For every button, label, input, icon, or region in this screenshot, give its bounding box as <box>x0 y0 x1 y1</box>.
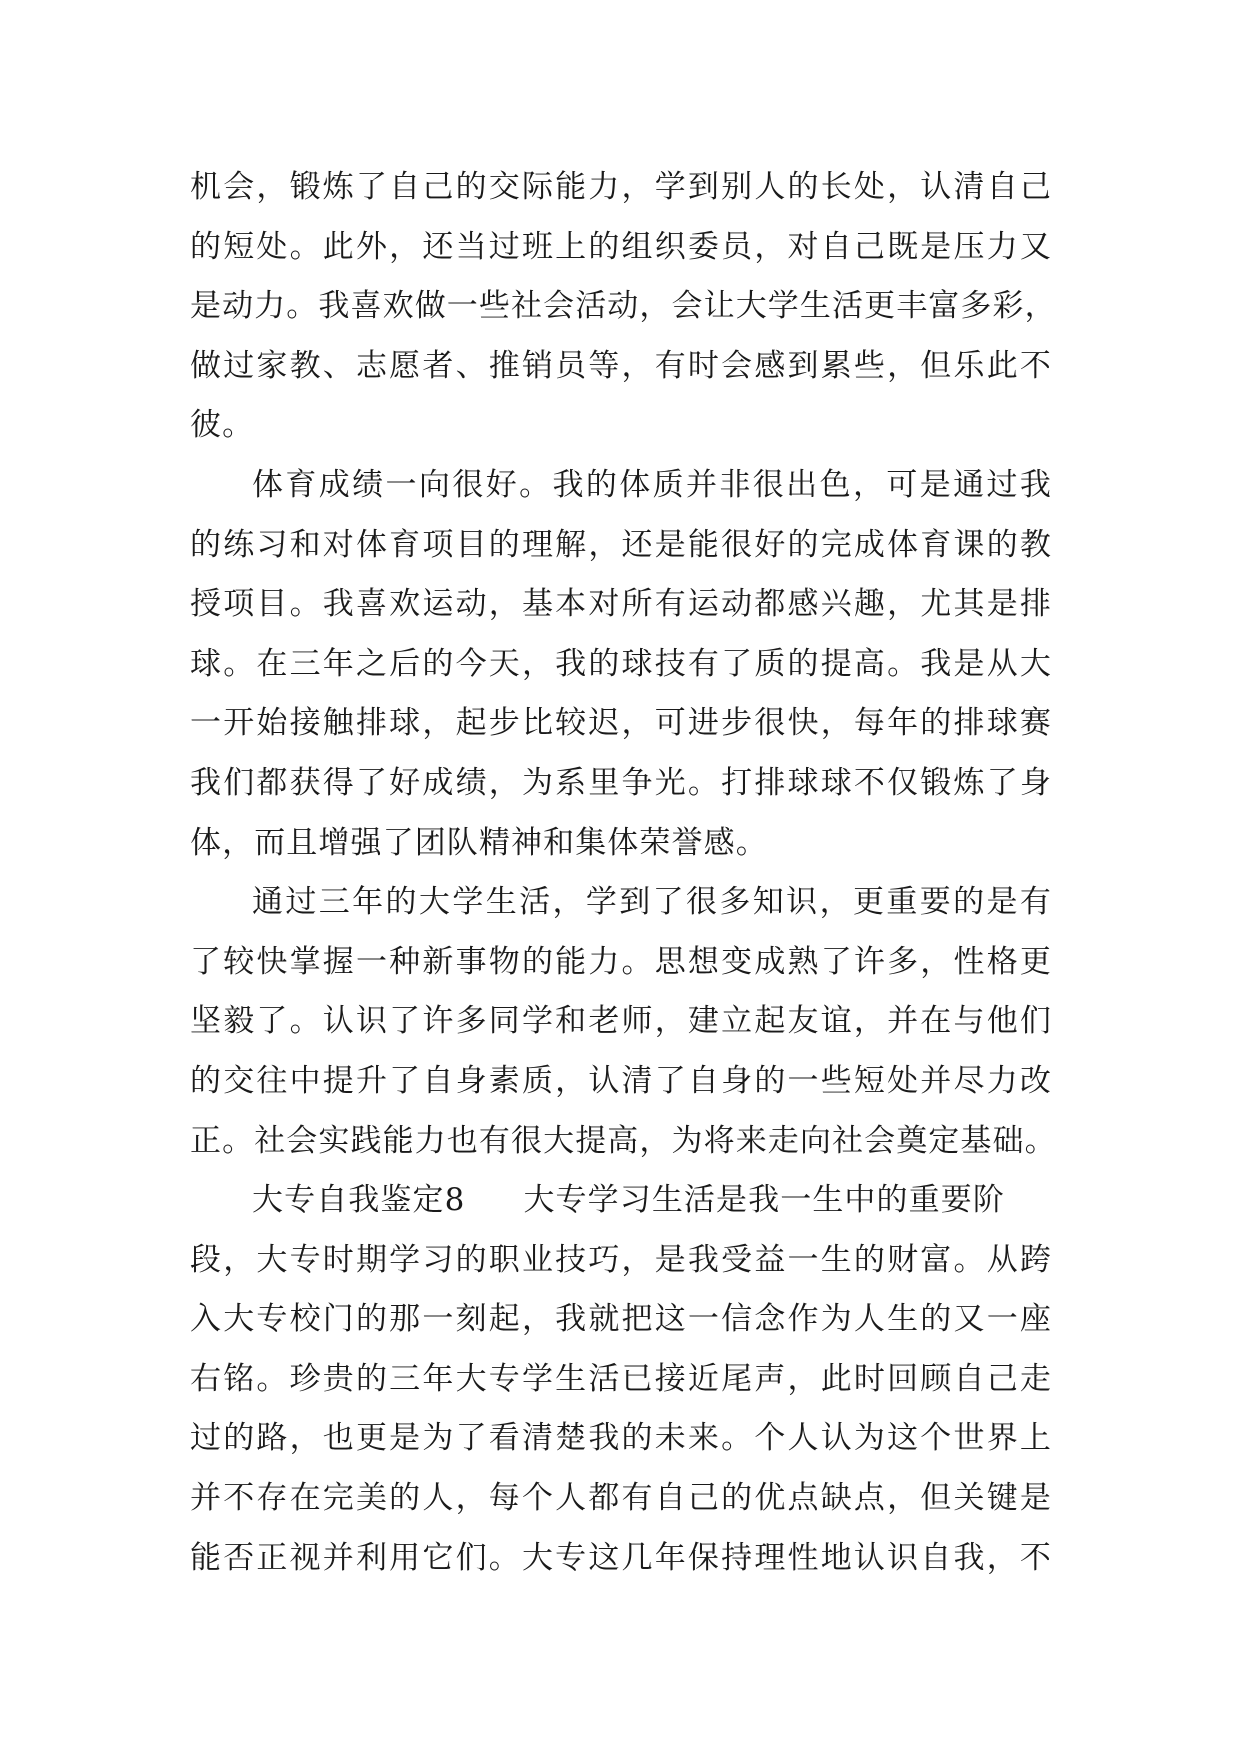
text-line: 球。在三年之后的今天，我的球技有了质的提高。我是从大 <box>190 645 1052 682</box>
text-line: 做过家教、志愿者、推销员等，有时会感到累些，但乐此不 <box>190 347 1052 384</box>
text-line: 右铭。珍贵的三年大专学生活已接近尾声，此时回顾自己走 <box>190 1360 1052 1397</box>
text-line: 能否正视并利用它们。大专这几年保持理性地认识自我，不 <box>190 1539 1052 1576</box>
paragraph <box>190 873 1057 1171</box>
text-line: 正。社会实践能力也有很大提高，为将来走向社会奠定基础。 <box>190 1122 1057 1159</box>
text-line <box>190 1171 1052 1231</box>
text-line: 的短处。此外，还当过班上的组织委员，对自己既是压力又 <box>190 228 1052 265</box>
text-line: 了较快掌握一种新事物的能力。思想变成熟了许多，性格更 <box>190 943 1052 980</box>
document-body <box>190 158 1057 1588</box>
text-line: 坚毅了。认识了许多同学和老师，建立起友谊，并在与他们 <box>190 1003 1052 1040</box>
text-line: 我们都获得了好成绩，为系里争光。打排球球不仅锻炼了身 <box>190 764 1052 801</box>
paragraph <box>190 1171 1052 1588</box>
text-line: 的练习和对体育项目的理解，还是能很好的完成体育课的教 <box>190 526 1052 563</box>
text-line: 体，而且增强了团队精神和集体荣誉感。 <box>190 824 768 861</box>
text-line: 体育成绩一向很好。我的体质并非很出色，可是通过我 <box>252 466 1052 503</box>
text-line: 过的路，也更是为了看清楚我的未来。个人认为这个世界上 <box>190 1420 1052 1457</box>
paragraph <box>190 158 1057 456</box>
text-line: 彼。 <box>190 407 255 444</box>
text-line: 机会，锻炼了自己的交际能力，学到别人的长处，认清自己 <box>190 169 1052 205</box>
text-line: 入大专校门的那一刻起，我就把这一信念作为人生的又一座 <box>190 1301 1052 1338</box>
text-line: 并不存在完美的人，每个人都有自己的优点缺点，但关键是 <box>190 1480 1052 1517</box>
text-line: 授项目。我喜欢运动，基本对所有运动都感兴趣，尤其是排 <box>190 586 1052 623</box>
text-line: 段，大专时期学习的职业技巧，是我受益一生的财富。从跨 <box>190 1241 1052 1278</box>
paragraph-opening: 大专学习生活是我一生中的重要阶 <box>523 1182 1005 1219</box>
section-heading: 大专自我鉴定8 <box>252 1182 466 1219</box>
paragraph <box>190 456 1052 873</box>
text-line: 的交往中提升了自身素质，认清了自身的一些短处并尽力改 <box>190 1062 1052 1099</box>
text-line: 一开始接触排球，起步比较迟，可进步很快，每年的排球赛 <box>190 705 1052 742</box>
text-line: 是动力。我喜欢做一些社会活动，会让大学生活更丰富多彩， <box>190 288 1057 325</box>
text-line: 通过三年的大学生活，学到了很多知识，更重要的是有 <box>252 884 1052 921</box>
